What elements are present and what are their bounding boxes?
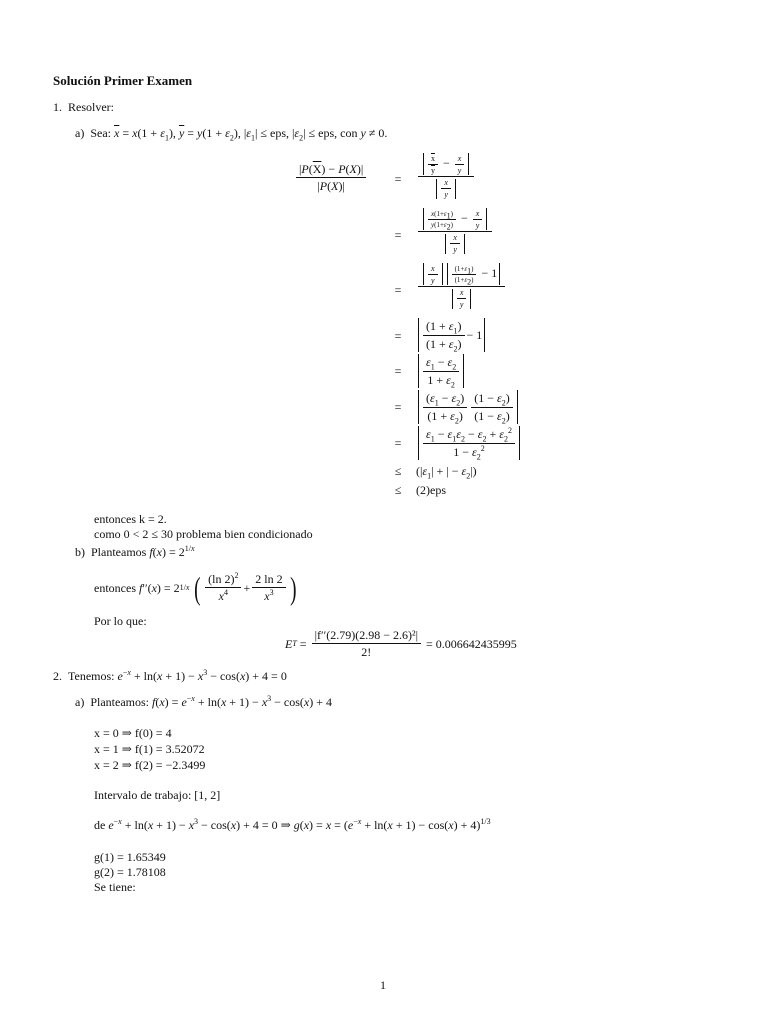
part-marker: a) xyxy=(75,695,85,709)
derivation-step-1: $\frac{\overline{x}}{y}$ − $\frac{x}{y}$ $\frac{x}{y}$ xyxy=(416,153,476,199)
derivation-step-4: $\frac{(1 + \varepsilon_1)}{(1 + \varepsilon_2)}$ − 1 xyxy=(416,318,487,352)
question-number: 2. xyxy=(53,669,62,683)
second-derivative: entonces f ′′( x ) = 2 1/x ( $\frac{(\ln 2)^2}{x^4}$ + $\frac{2 \ln 2}{x^3}$ ) xyxy=(94,569,297,606)
se-tiene: Se tiene: xyxy=(94,880,136,894)
derivation-step-6: $\frac{(\varepsilon_1 - \varepsilon_2)}{(1 + \varepsilon_2)}$ $\frac{(1 - \varepsilon_2)}{(1 - \varepsilon_2)}$ xyxy=(416,390,520,424)
conclusion-condition: como 0 < 2 ≤ 30 problema bien condicionado xyxy=(94,527,313,541)
q2-part-a-statement: a) Planteamos: $f(x) = e^{-x} + \ln(x + 1) - x^3 - \cos(x) + 4$ xyxy=(75,694,332,709)
question-number: 1. xyxy=(53,100,62,114)
leq-sign: ≤ xyxy=(394,483,402,497)
question-label: Resolver: xyxy=(68,100,114,114)
fixed-point-function: de $e^{-x} + \ln(x + 1) - x^3 - \cos(x) + 4 = 0$ ⇒ $g(x) = x = (e^{-x} + \ln(x + 1) - \cos(x) + 4)^{1/3}$ xyxy=(94,817,491,832)
derivation-step-8: ($|\varepsilon_1|$ + | − $\varepsilon_2|$) xyxy=(416,464,477,481)
working-interval: Intervalo de trabajo: [1, 2] xyxy=(94,788,221,802)
eq-sign: = xyxy=(394,228,402,242)
page-title: Solución Primer Examen xyxy=(53,73,193,88)
por-lo-que: Por lo que: xyxy=(94,614,147,628)
eval-row-1: x = 1 ⇒ f(1) = 3.52072 xyxy=(94,742,205,756)
eq-sign: = xyxy=(394,283,402,297)
part-b-statement: b) Planteamos $f(x) = 2^{1/x}$ xyxy=(75,544,195,559)
part-marker: a) xyxy=(75,126,85,140)
derivation-lhs: $\frac{|P(\overline{X}) - P(X)|}{|P(X)|}$ xyxy=(294,162,368,193)
eq-sign: = xyxy=(394,329,402,343)
eq-sign: = xyxy=(394,364,402,378)
g-value-0: g(1) = 1.65349 xyxy=(94,850,166,864)
derivation-step-3: $\frac{x}{y}$ $\frac{(1+\varepsilon_1)}{(1+\varepsilon_2)}$ − 1 $\frac{x}{y}$ xyxy=(416,263,507,309)
g-value-1: g(2) = 1.78108 xyxy=(94,865,166,879)
eval-row-2: x = 2 ⇒ f(2) = −2.3499 xyxy=(94,758,206,772)
leq-sign: ≤ xyxy=(394,464,402,478)
page-number: 1 xyxy=(380,978,386,992)
eq-sign: = xyxy=(394,436,402,450)
conclusion-k: entonces k = 2. xyxy=(94,512,167,526)
truncation-error: E T = $\frac{\text{|f′′(2.79)(2.98 − 2.6)²|}}{2!}$ = 0.006642435995 xyxy=(285,628,517,659)
eq-sign: = xyxy=(394,172,402,186)
part-a-statement: a) Sea: $\overline{x} = x(1 + \varepsilon_1)$, $\overline{y} = y(1 + \varepsilon_2)$, $|\varepsilon_1|$ ≤ eps, $|\varepsilon_2|$ ≤ eps, con y ≠ 0. xyxy=(75,126,388,143)
eval-row-0: x = 0 ⇒ f(0) = 4 xyxy=(94,726,172,740)
question-1-header xyxy=(53,100,114,114)
derivation-step-5: $\frac{\varepsilon_1 - \varepsilon_2}{1 + \varepsilon_2}$ xyxy=(416,354,466,388)
question-2-header: 2. Tenemos: $e^{-x} + \ln(x + 1) - x^3 - \cos(x) + 4 = 0$ xyxy=(53,668,287,683)
derivation-step-2: $\frac{x(1+\varepsilon_1)}{y(1+\varepsilon_2)}$ − $\frac{x}{y}$ $\frac{x}{y}$ xyxy=(416,208,494,254)
eq-sign: = xyxy=(394,400,402,414)
derivation-step-7: $\frac{\varepsilon_1 - \varepsilon_1\varepsilon_2 - \varepsilon_2 + \varepsilon_2^2}{1 - \varepsilon_2^2}$ xyxy=(416,426,522,460)
part-marker: b) xyxy=(75,545,85,559)
derivation-step-9: (2)eps xyxy=(416,483,446,497)
